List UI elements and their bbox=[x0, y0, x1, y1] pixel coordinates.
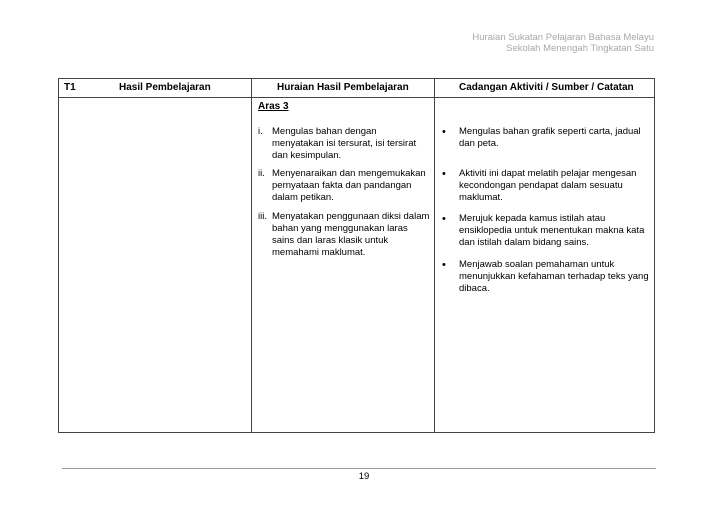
header-t1: T1 bbox=[64, 82, 76, 93]
document-header-title: Huraian Sukatan Pelajaran Bahasa Melayu bbox=[472, 32, 654, 43]
item-line: maklumat. bbox=[459, 192, 503, 203]
bullet-icon: • bbox=[442, 213, 446, 225]
bullet-icon: • bbox=[442, 259, 446, 271]
item-line: dan peta. bbox=[459, 138, 499, 149]
item-line: menunjukkan kefahaman terhadap teks yang bbox=[459, 271, 649, 282]
page-number: 19 bbox=[358, 471, 370, 482]
item-line: Mengulas bahan dengan bbox=[272, 126, 377, 137]
item-line: Menyatakan penggunaan diksi dalam bbox=[272, 211, 430, 222]
document-header-subtitle: Sekolah Menengah Tingkatan Satu bbox=[506, 43, 654, 54]
item-line: kecondongan pendapat dalam sesuatu bbox=[459, 180, 623, 191]
item-line: dan istilah dalam bidang sains. bbox=[459, 237, 589, 248]
item-line: ensiklopedia untuk menentukan makna kata bbox=[459, 225, 645, 236]
item-line: Aktiviti ini dapat melatih pelajar mengesan bbox=[459, 168, 637, 179]
column-divider bbox=[251, 79, 252, 432]
item-number: i. bbox=[258, 126, 263, 137]
item-line: Mengulas bahan grafik seperti carta, jadual bbox=[459, 126, 641, 137]
item-line: Menjawab soalan pemahaman untuk bbox=[459, 259, 615, 270]
item-line: menyatakan isi tersurat, isi tersirat bbox=[272, 138, 417, 149]
bullet-icon: • bbox=[442, 168, 446, 180]
syllabus-table bbox=[58, 78, 655, 433]
item-line: memahami maklumat. bbox=[272, 247, 366, 258]
level-heading: Aras 3 bbox=[258, 101, 289, 112]
item-number: iii. bbox=[258, 211, 267, 222]
item-line: dalam petikan. bbox=[272, 192, 334, 203]
item-line: bahan yang menggunakan laras bbox=[272, 223, 408, 234]
item-line: sains dan laras klasik untuk bbox=[272, 235, 389, 246]
item-line: Merujuk kepada kamus istilah atau bbox=[459, 213, 606, 224]
item-line: Menyenaraikan dan mengemukakan bbox=[272, 168, 426, 179]
header-cadangan: Cadangan Aktiviti / Sumber / Catatan bbox=[459, 82, 634, 93]
item-line: dibaca. bbox=[459, 283, 490, 294]
column-divider bbox=[434, 79, 435, 432]
header-hasil: Hasil Pembelajaran bbox=[119, 82, 211, 93]
footer-divider bbox=[62, 468, 656, 469]
item-line: pernyataan fakta dan pandangan bbox=[272, 180, 412, 191]
header-divider bbox=[59, 97, 654, 98]
item-line: dan kesimpulan. bbox=[272, 150, 342, 161]
bullet-icon: • bbox=[442, 126, 446, 138]
header-huraian: Huraian Hasil Pembelajaran bbox=[277, 82, 409, 93]
item-number: ii. bbox=[258, 168, 265, 179]
